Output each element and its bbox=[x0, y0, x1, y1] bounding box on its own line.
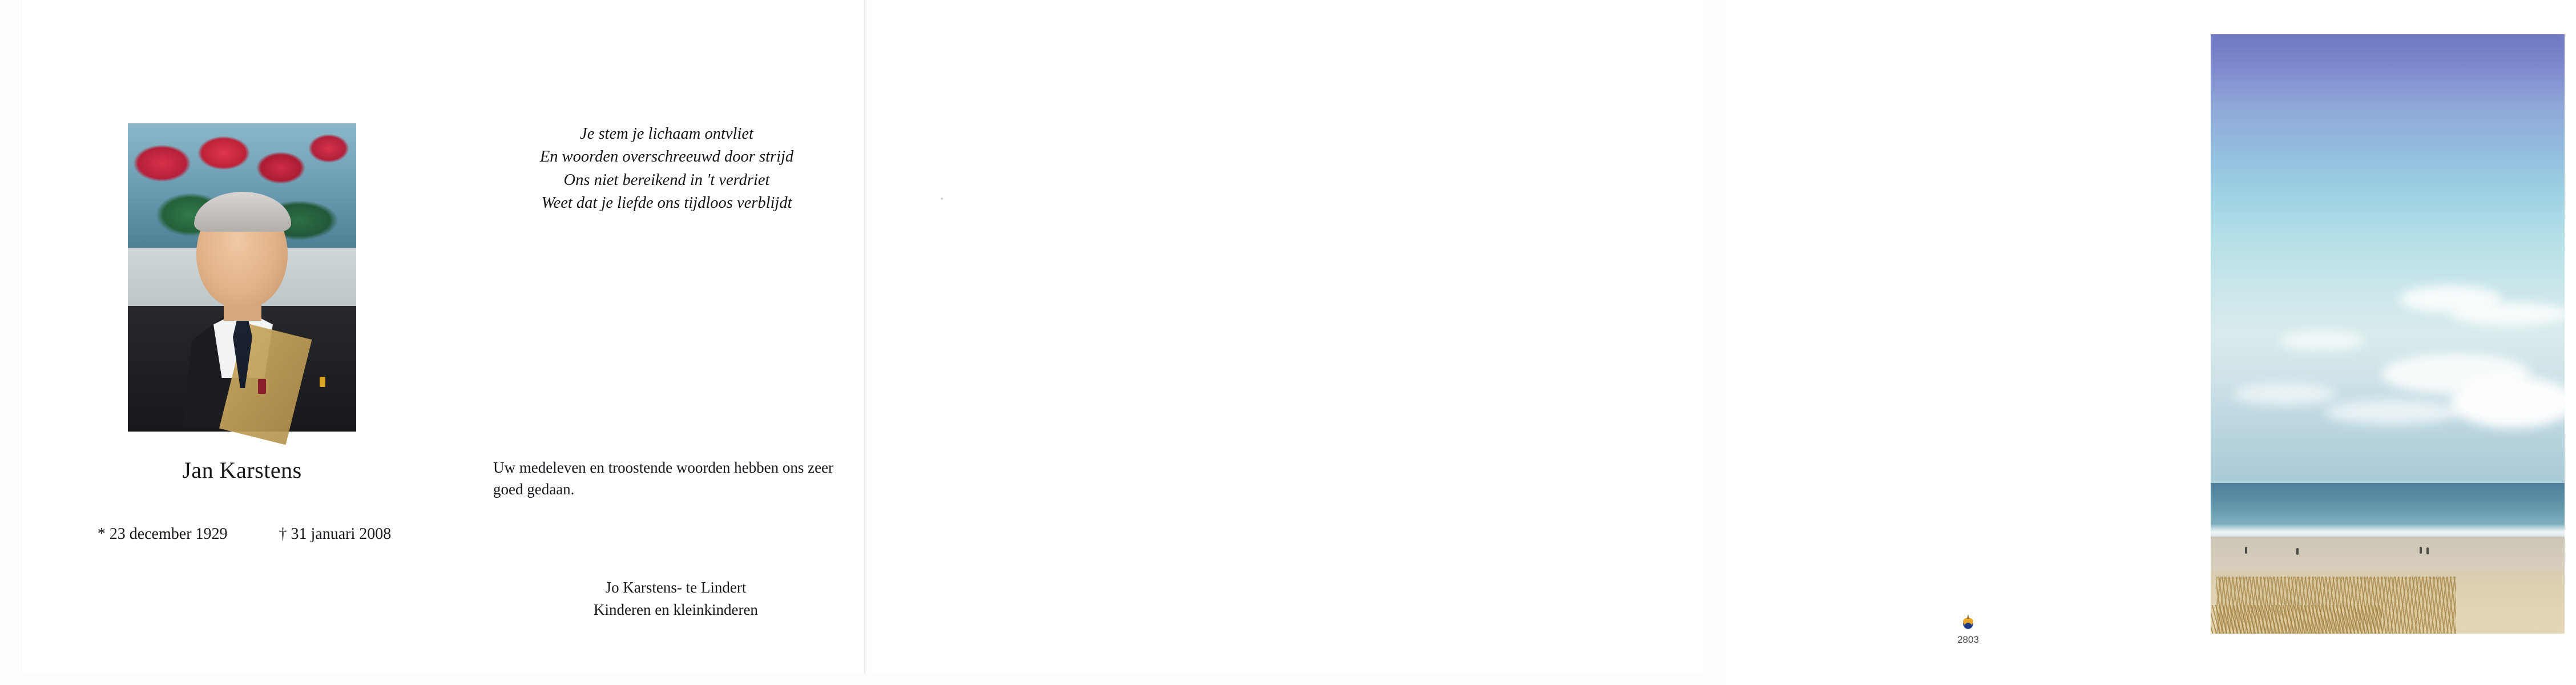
photo-figure bbox=[2420, 547, 2422, 554]
thanks-message: Uw medeleven en troostende woorden hebben ons zeer goed gedaan. bbox=[493, 459, 834, 498]
publisher-mark bbox=[1945, 614, 1991, 646]
publisher-logo-icon bbox=[1961, 614, 1976, 631]
memorial-poem bbox=[490, 123, 844, 215]
page-fold-left bbox=[864, 0, 865, 674]
life-dates bbox=[56, 525, 433, 543]
photo-cloud bbox=[2325, 400, 2462, 425]
signature-line-2: Kinderen en kleinkinderen bbox=[594, 601, 758, 619]
photo-cloud bbox=[2450, 377, 2576, 428]
photo-figure bbox=[2426, 547, 2429, 554]
photo-subject-medal bbox=[258, 379, 266, 394]
photo-figure bbox=[2245, 547, 2247, 554]
portrait-photo bbox=[128, 123, 356, 432]
signature-line-1: Jo Karstens- te Lindert bbox=[605, 579, 747, 596]
poem-line-4: Weet dat je liefde ons tijdloos verblijdt bbox=[541, 194, 792, 212]
photo-subject-lapel-pin bbox=[320, 377, 325, 387]
photo-dune-grass bbox=[2211, 605, 2382, 668]
death-date: † 31 januari 2008 bbox=[279, 525, 392, 543]
photo-cloud bbox=[2450, 303, 2570, 325]
publisher-code: 2803 bbox=[1957, 634, 1979, 645]
card-inner-page bbox=[22, 0, 865, 674]
poem-line-2: En woorden overschreeuwd door strijd bbox=[539, 148, 794, 166]
scan-speck bbox=[941, 198, 943, 200]
poem-line-1: Je stem je lichaam ontvliet bbox=[580, 125, 753, 143]
photo-figure bbox=[2296, 548, 2299, 555]
photo-cloud bbox=[2279, 331, 2365, 350]
beach-photo bbox=[2211, 34, 2565, 634]
birth-date: * 23 december 1929 bbox=[97, 525, 228, 543]
poem-line-3: Ons niet bereikend in 't verdriet bbox=[563, 171, 770, 189]
deceased-name: Jan Karstens bbox=[182, 457, 302, 483]
card-back-page bbox=[872, 0, 1979, 674]
photo-cloud bbox=[2234, 382, 2336, 405]
family-signature bbox=[493, 577, 858, 621]
